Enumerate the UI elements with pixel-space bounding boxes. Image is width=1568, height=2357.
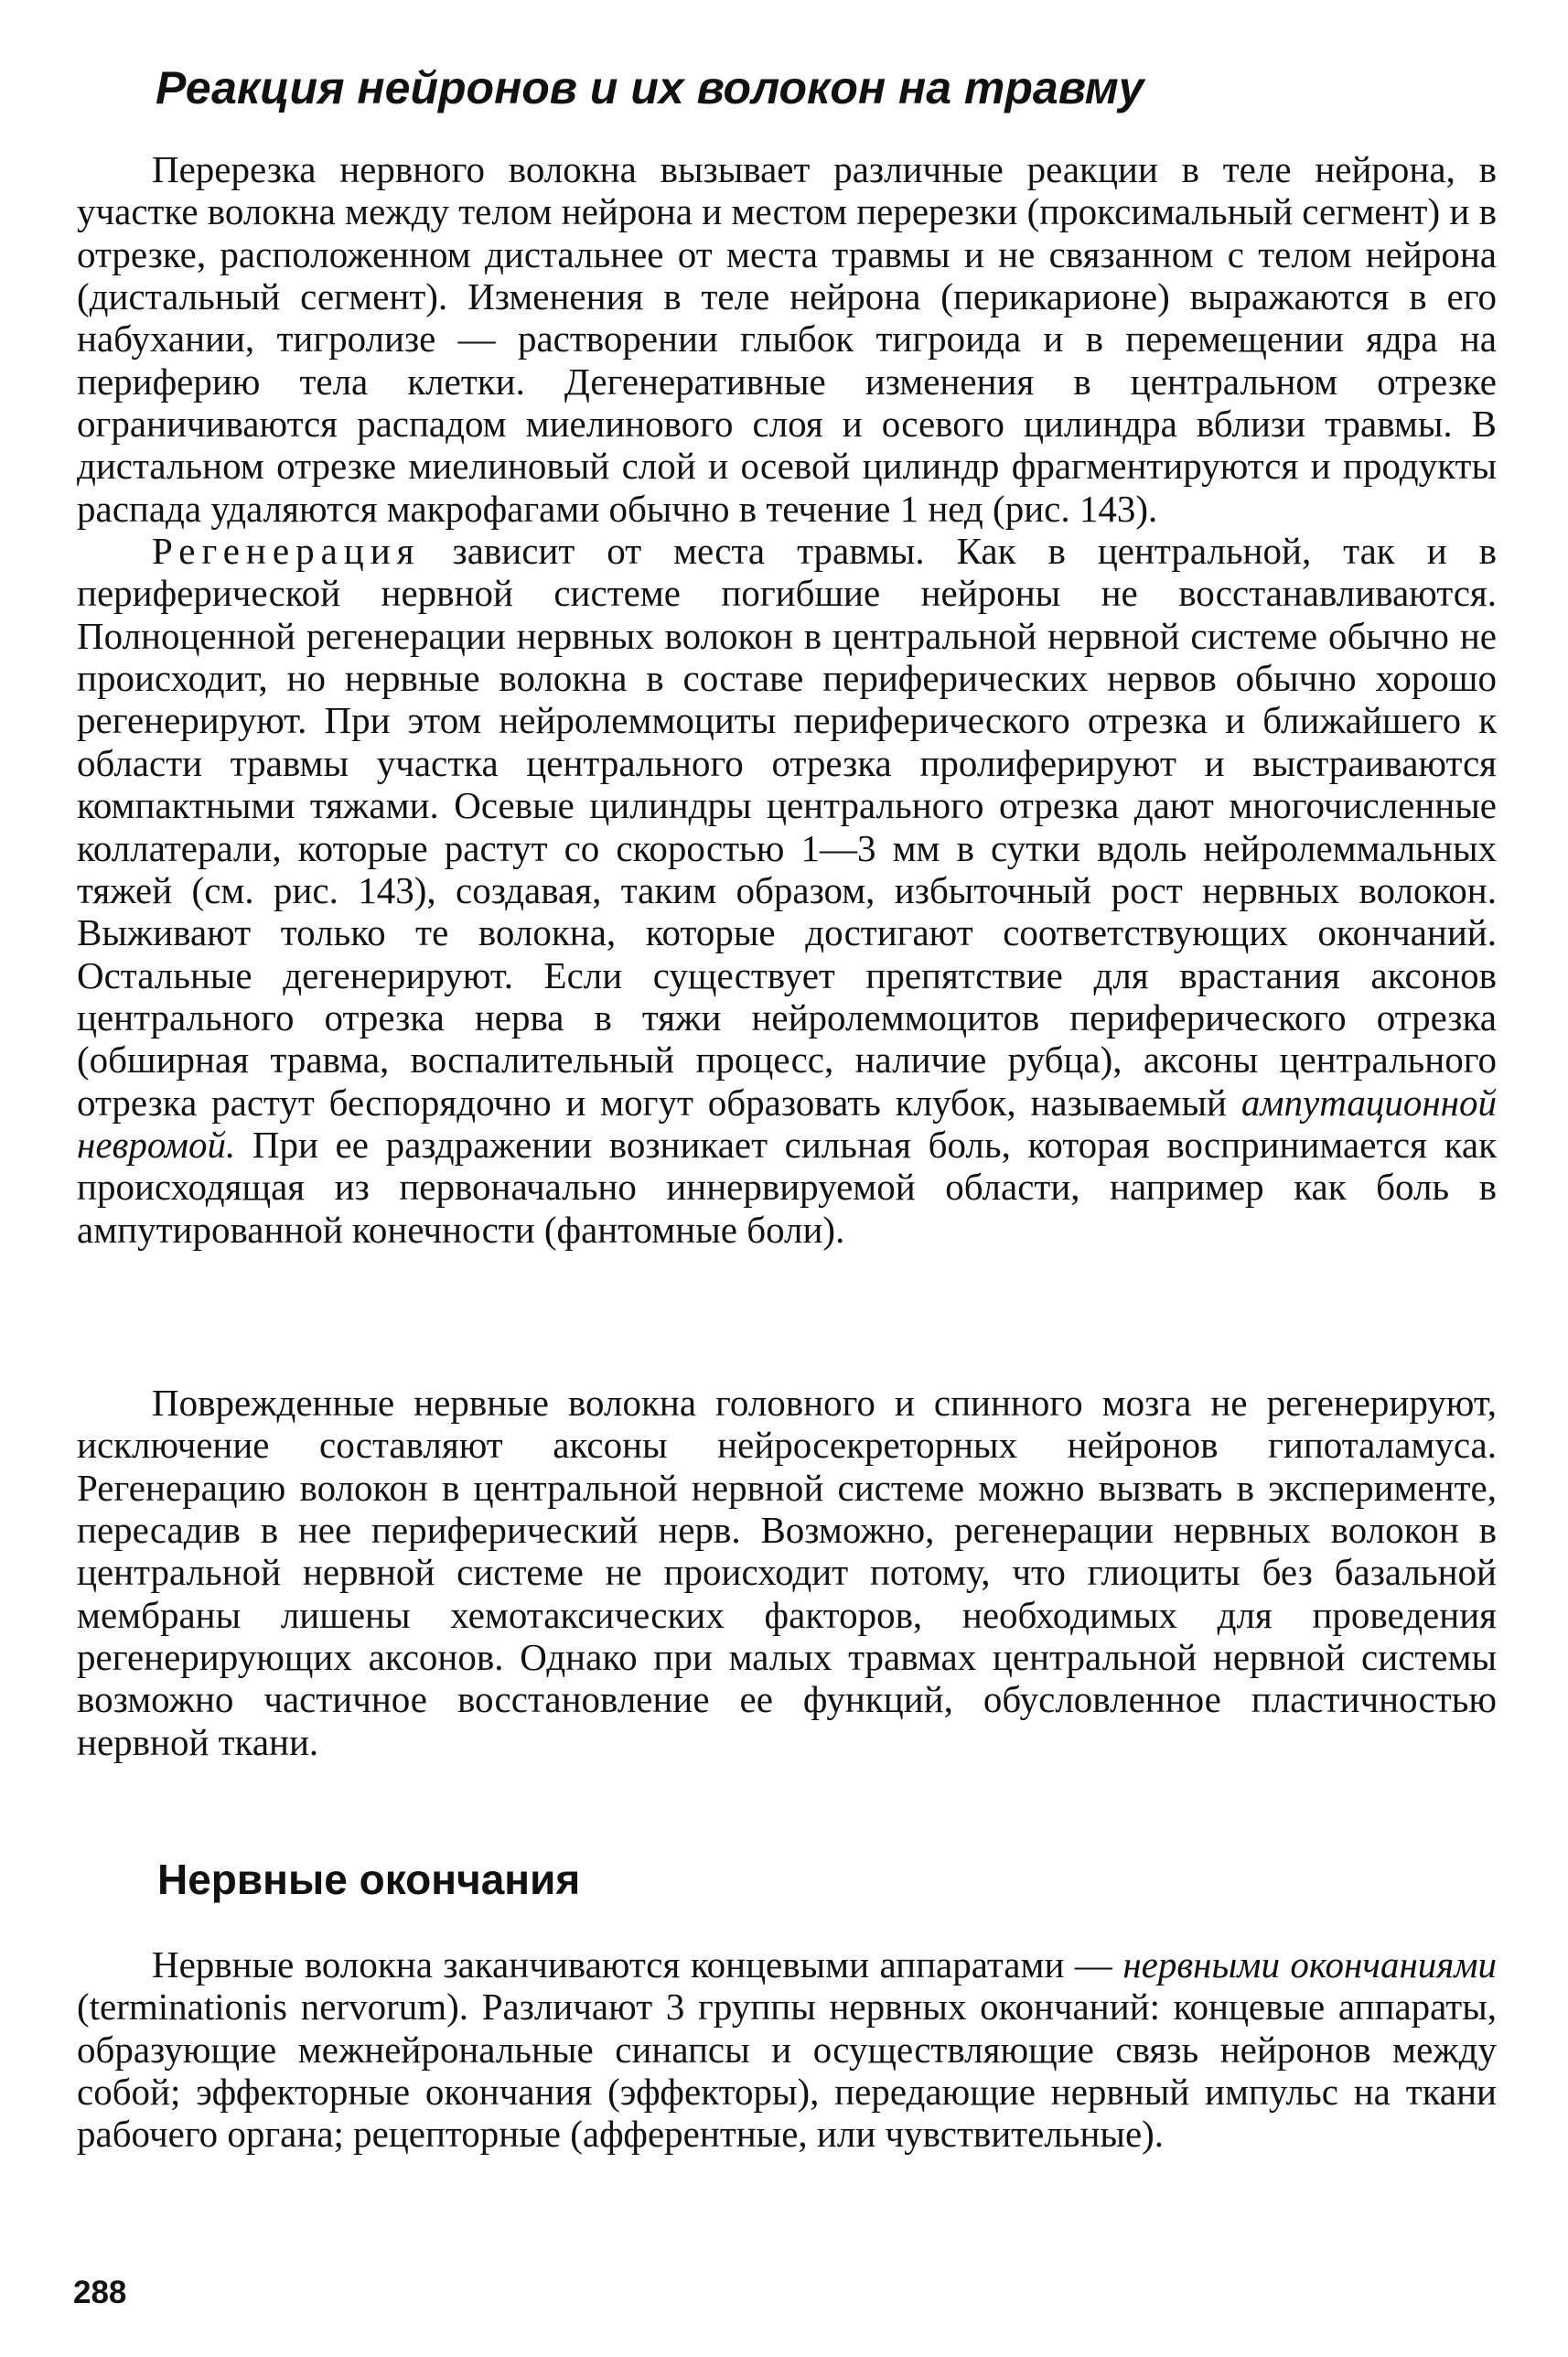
regeneration-text-a: зависит от места травмы. Как в центральной, так и в периферической нервной системе погибшие нейроны не восстанавливаются. Полноценной регенерации нервных волокон в центральной нервной системе обычно не происходит, но нервные волокна в составе периферических нервов обычно хорошо регенерируют. При этом нейролеммоциты периферического отрезка и ближайшего к области травмы участка центрального отрезка пролиферируют и выстраиваются компактными тяжами. Осевые цилиндры центрального отрезка дают многочисленные коллатерали, которые растут со скоростью 1—3 мм в сутки вдоль нейролеммальных тяжей (см. рис. 143), создавая, таким образом, избыточный рост нервных волокон. Выживают только те волокна, которые достигают соответствующих окончаний. Остальные дегенерируют. Если существует препятствие для врастания аксонов центрального отрезка нерва в тяжи нейролеммоцитов периферического отрезка (обширная травма, воспалительный процесс, наличие рубца), аксоны центрального отрезка растут беспорядочно и могут образовать клубок, называемый bbox=[77, 530, 1497, 1124]
regeneration-text-b: При ее раздражении возникает сильная боль, которая воспринимается как происходящая из первоначально иннервируемой области, например как боль в ампутированной конечности (фантомные боли). bbox=[77, 1123, 1497, 1251]
section-heading-nerve-endings: Нервные окончания bbox=[157, 1856, 581, 1903]
page-number: 288 bbox=[73, 2275, 127, 2310]
section-body-cns-regeneration bbox=[77, 1382, 1497, 1763]
paragraph-cns-regeneration: Поврежденные нервные волокна головного и спинного мозга не регенерируют, исключение составляют аксоны нейросекреторных нейронов гипоталамуса. Регенерацию волокон в центральной нервной системе можно вызвать в эксперименте, пересадив в нее периферический нерв. Возможно, регенерации нервных волокон в центральной нервной системе не происходит потому, что глиоциты без базальной мембраны лишены хемотаксических факторов, необходимых для проведения регенерирующих аксонов. Однако при малых травмах центральной нервной системы возможно частичное восстановление ее функций, обусловленное пластичностью нервной ткани. bbox=[77, 1382, 1497, 1763]
paragraph-nerve-endings bbox=[77, 1943, 1497, 2156]
term-regeneration: Регенерация bbox=[152, 530, 421, 573]
term-nerve-endings: нервными окончаниями bbox=[1122, 1943, 1498, 1986]
paragraph-transection: Перерезка нервного волокна вызывает различные реакции в теле нейрона, в участке волокна между телом нейрона и местом перерезки (проксимальный сегмент) и в отрезке, расположенном дистальнее от места травмы и не связанном с телом нейрона (дистальный сегмент). Изменения в теле нейрона (перикарионе) выражаются в его набухании, тигролизе — растворении глыбок тигроида и в перемещении ядра на периферию тела клетки. Дегенеративные изменения в центральном отрезке ограничиваются распадом миелинового слоя и осевого цилиндра вблизи травмы. В дистальном отрезке миелиновый слой и осевой цилиндр фрагментируются и продукты распада удаляются макрофагами обычно в течение 1 нед (рис. 143). bbox=[77, 148, 1497, 530]
paragraph-regeneration bbox=[77, 530, 1497, 1251]
section-body-neuron-injury bbox=[77, 148, 1497, 1251]
term-amputation-neuroma: ампутационной невромой. bbox=[77, 1081, 1497, 1166]
nerve-endings-text-b: (terminationis nervorum). Различают 3 группы нервных окончаний: концевые аппараты, образующие межнейрональные синапсы и осуществляющие связь нейронов между собой; эффекторные окончания (эффекторы), передающие нервный импульс на ткани рабочего органа; рецепторные (афферентные, или чувствительные). bbox=[77, 1986, 1497, 2156]
section-heading-neuron-injury: Реакция нейронов и их волокон на травму bbox=[156, 62, 1144, 113]
nerve-endings-text-a: Нервные волокна заканчиваются концевыми аппаратами — bbox=[152, 1943, 1123, 1986]
section-body-nerve-endings bbox=[77, 1943, 1497, 2156]
